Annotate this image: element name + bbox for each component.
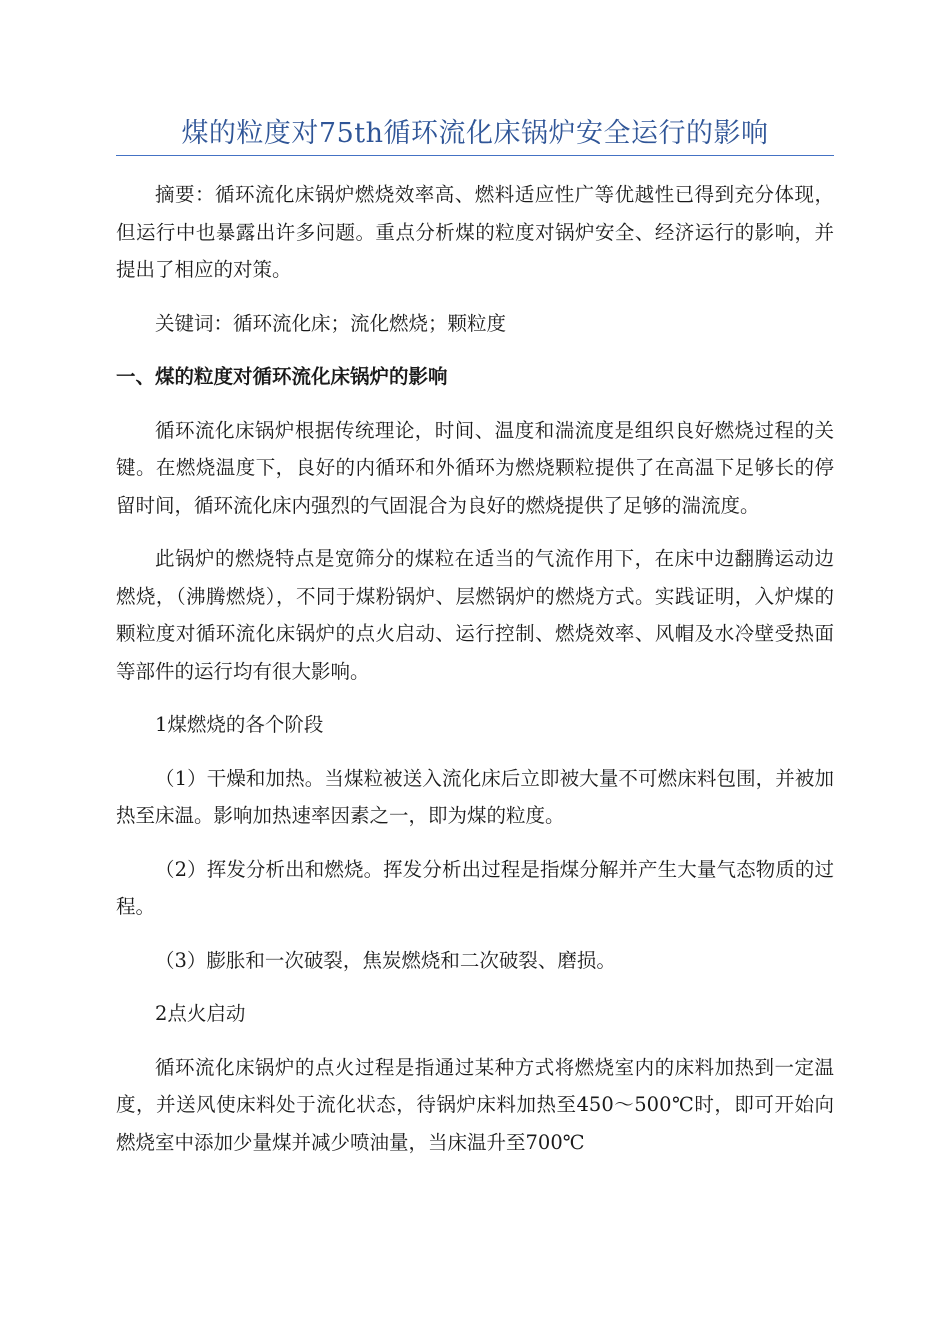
abstract-paragraph: 摘要：循环流化床锅炉燃烧效率高、燃料适应性广等优越性已得到充分体现，但运行中也暴露出许多问题。重点分析煤的粒度对锅炉安全、经济运行的影响，并提出了相应的对策。 [116,183,834,281]
stage-item: （1）干燥和加热。当煤粒被送入流化床后立即被大量不可燃床料包围，并被加热至床温。影响加热速率因素之一，即为煤的粒度。 [116,766,834,827]
body-paragraph: 循环流化床锅炉根据传统理论，时间、温度和湍流度是组织良好燃烧过程的关键。在燃烧温度下，良好的内循环和外循环为燃烧颗粒提供了在高温下足够长的停留时间，循环流化床内强烈的气固混合为良好的燃烧提供了足够的湍流度。 [116,418,834,517]
document-title: 煤的粒度对75th循环流化床锅炉安全运行的影响 [181,118,769,149]
stage-item: （2）挥发分析出和燃烧。挥发分析出过程是指煤分解并产生大量气态物质的过程。 [116,857,834,918]
document-body [116,176,834,1177]
title-underline [116,155,834,156]
section-heading: 一、煤的粒度对循环流化床锅炉的影响 [116,365,448,388]
body-paragraph: 循环流化床锅炉的点火过程是指通过某种方式将燃烧室内的床料加热到一定温度，并送风使床料处于流化状态，待锅炉床料加热至450～500℃时，即可开始向燃烧室中添加少量煤并减少喷油量，当床温升至700℃ [116,1055,834,1154]
subsection-heading: 2点火启动 [155,1002,246,1025]
stage-item: （3）膨胀和一次破裂，焦炭燃烧和二次破裂、磨损。 [155,948,616,972]
keywords-line: 关键词：循环流化床；流化燃烧；颗粒度 [155,311,507,335]
subsection-heading: 1煤燃烧的各个阶段 [155,713,324,736]
body-paragraph: 此锅炉的燃烧特点是宽筛分的煤粒在适当的气流作用下，在床中边翻腾运动边燃烧，（沸腾燃烧），不同于煤粉锅炉、层燃锅炉的燃烧方式。实践证明，入炉煤的颗粒度对循环流化床锅炉的点火启动、运行控制、燃烧效率、风帽及水冷壁受热面等部件的运行均有很大影响。 [116,547,834,683]
